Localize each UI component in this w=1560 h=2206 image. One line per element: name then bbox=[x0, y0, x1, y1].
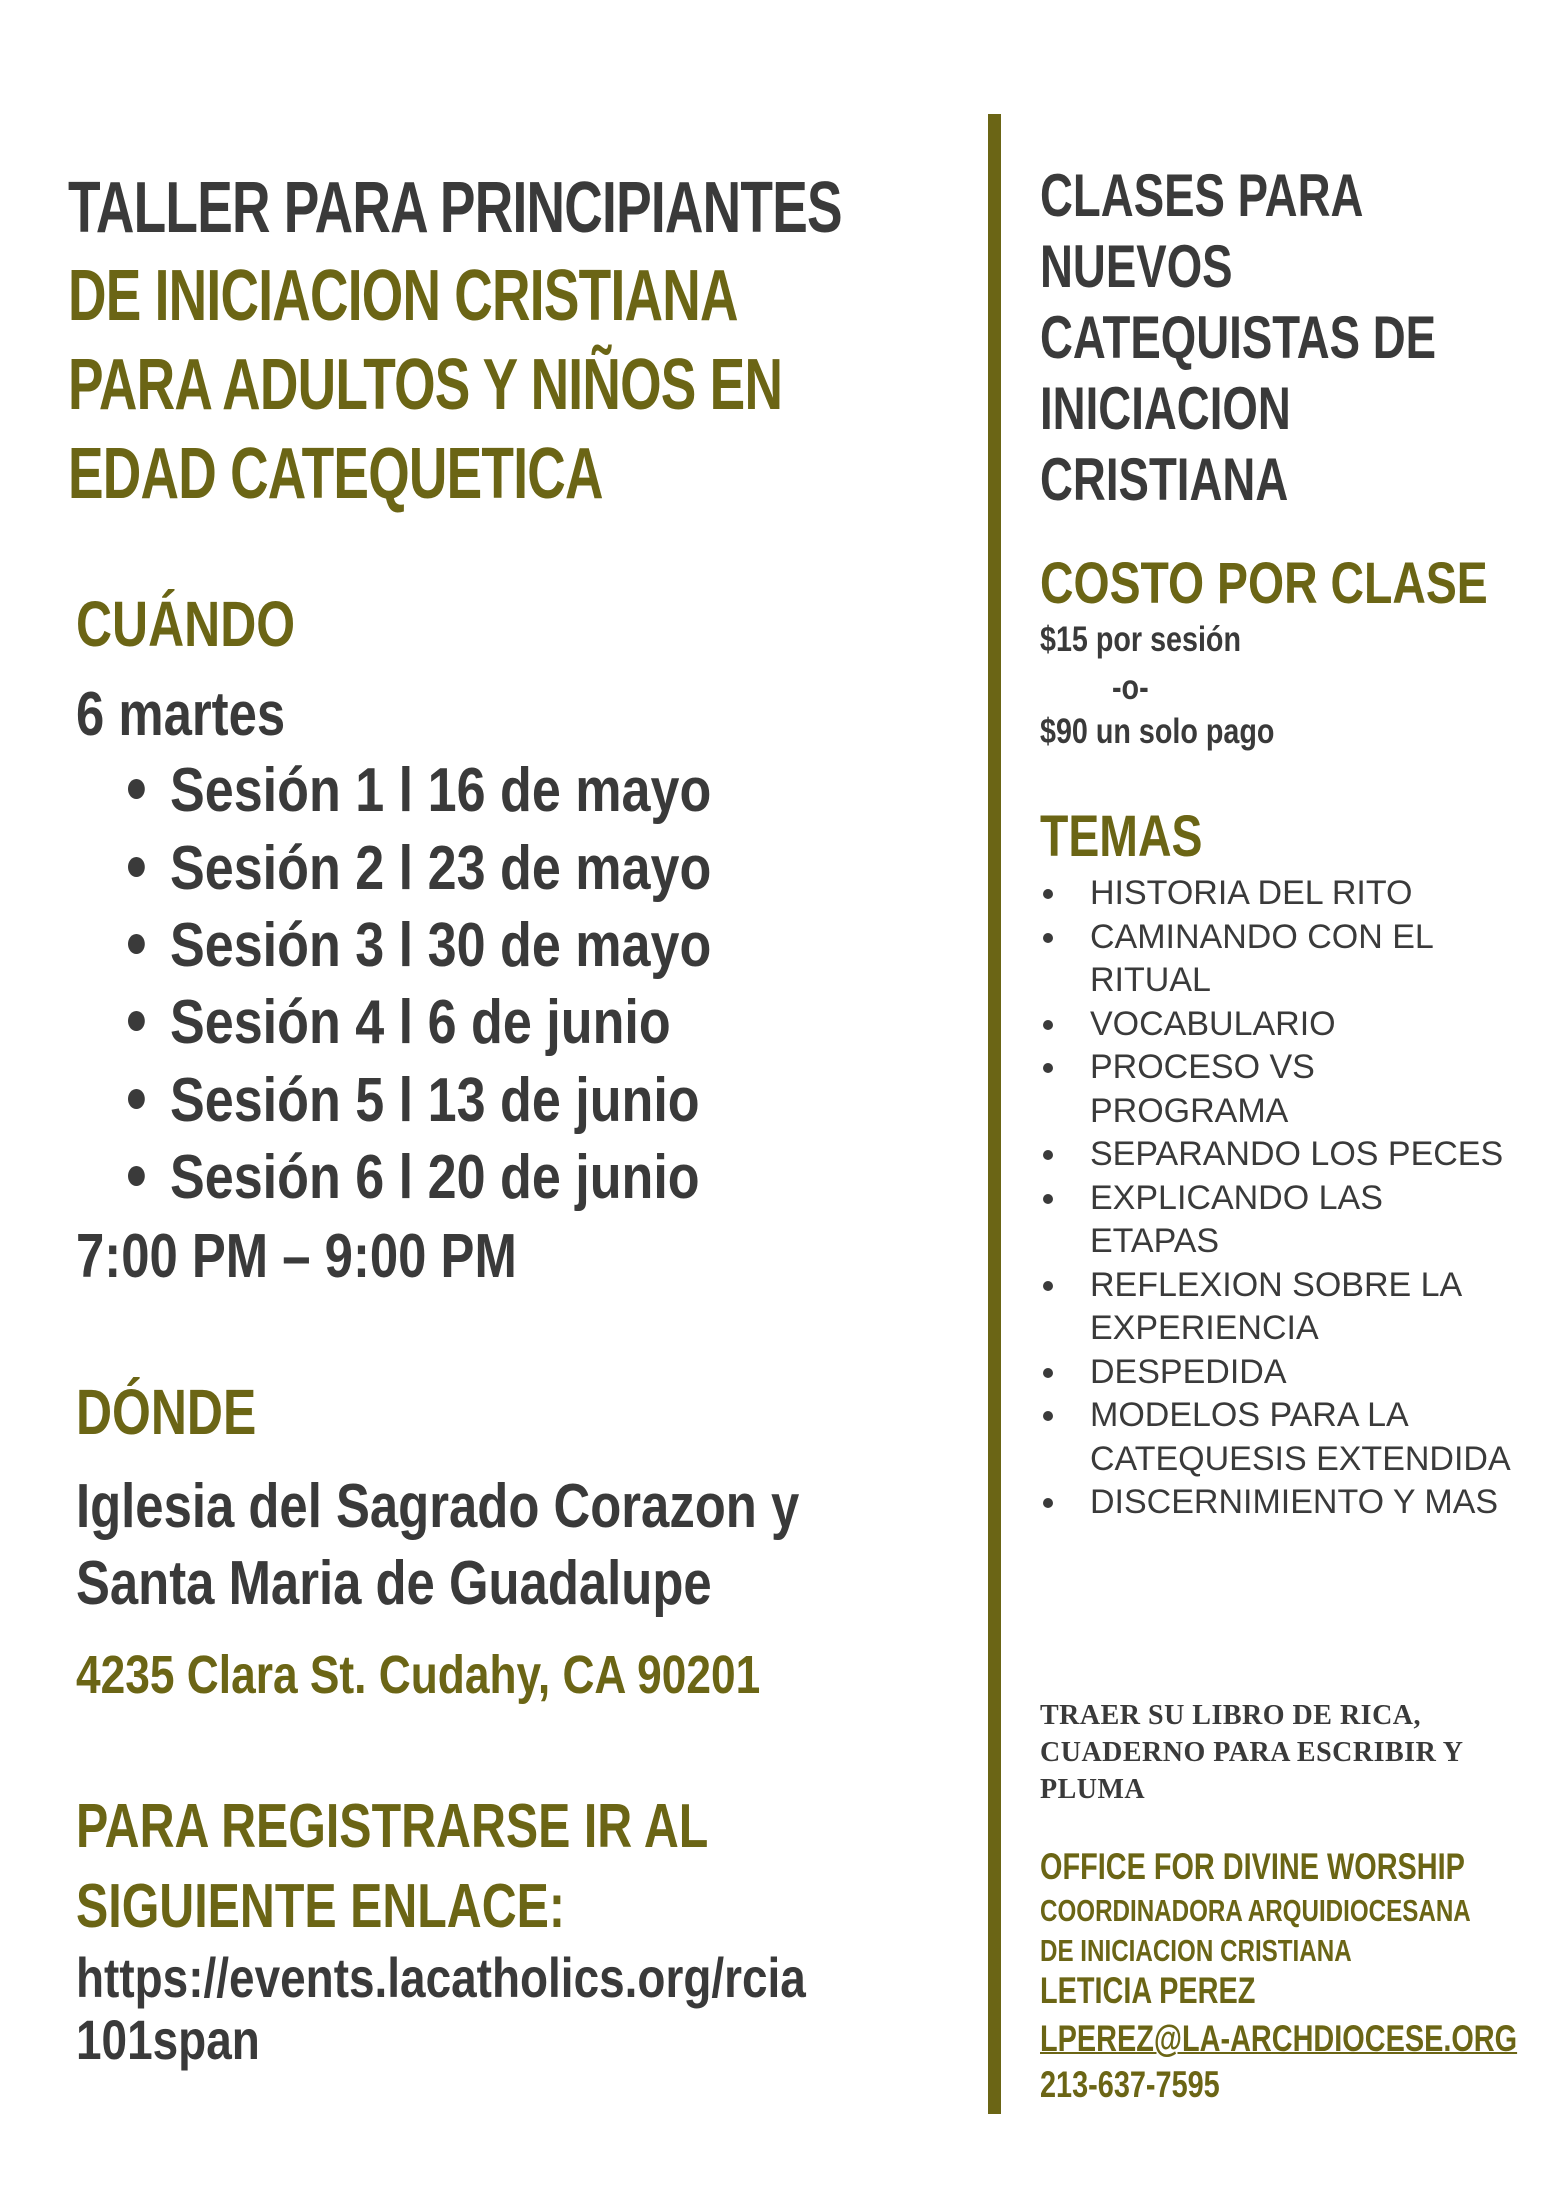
venue-address: 4235 Clara St. Cudahy, CA 90201 bbox=[76, 1645, 761, 1705]
list-item: CAMINANDO CON EL RITUAL bbox=[1040, 916, 1520, 1003]
topics-heading: TEMAS bbox=[1040, 804, 1203, 869]
title-line-2: DE INICIACION CRISTIANA bbox=[68, 256, 738, 336]
topics-list bbox=[1040, 872, 1520, 1525]
register-line-2: SIGUIENTE ENLACE: bbox=[76, 1872, 566, 1941]
session-item: Sesión 5 l 13 de junio bbox=[128, 1070, 700, 1132]
list-item: REFLEXION SOBRE LA EXPERIENCIA bbox=[1040, 1264, 1520, 1351]
when-heading: CUÁNDO bbox=[76, 588, 296, 660]
list-item: SEPARANDO LOS PECES bbox=[1040, 1133, 1520, 1177]
bullet-icon bbox=[128, 1166, 145, 1186]
contact-email-link[interactable]: LPEREZ@LA-ARCHDIOCESE.ORG bbox=[1040, 2018, 1518, 2059]
right-title-line-2: NUEVOS bbox=[1040, 233, 1233, 300]
right-title-line-3: CATEQUISTAS DE bbox=[1040, 304, 1437, 371]
where-heading: DÓNDE bbox=[76, 1376, 257, 1448]
list-item: PROCESO VS PROGRAMA bbox=[1040, 1046, 1520, 1133]
list-item: DISCERNIMIENTO Y MAS bbox=[1040, 1481, 1520, 1525]
session-time: 7:00 PM – 9:00 PM bbox=[76, 1222, 517, 1291]
list-item: EXPLICANDO LAS ETAPAS bbox=[1040, 1177, 1520, 1264]
registration-url-line-2[interactable]: 101span bbox=[76, 2008, 260, 2071]
session-item: Sesión 3 l 30 de mayo bbox=[128, 915, 711, 977]
list-item: HISTORIA DEL RITO bbox=[1040, 872, 1520, 916]
right-title-line-1: CLASES PARA bbox=[1040, 162, 1364, 229]
coordinator-line-1: COORDINADORA ARQUIDIOCESANA bbox=[1040, 1893, 1471, 1928]
coordinator-line-2: DE INICIACION CRISTIANA bbox=[1040, 1933, 1352, 1968]
cost-or: -o- bbox=[1112, 668, 1149, 707]
contact-phone: 213-637-7595 bbox=[1040, 2064, 1220, 2105]
cost-heading: COSTO POR CLASE bbox=[1040, 551, 1488, 616]
list-item: VOCABULARIO bbox=[1040, 1003, 1520, 1047]
column-divider bbox=[988, 114, 1001, 2114]
session-item: Sesión 2 l 23 de mayo bbox=[128, 838, 711, 900]
right-title-line-4: INICIACION bbox=[1040, 375, 1291, 442]
office-name: OFFICE FOR DIVINE WORSHIP bbox=[1040, 1846, 1465, 1887]
list-item: DESPEDIDA bbox=[1040, 1351, 1520, 1395]
bullet-icon bbox=[128, 857, 145, 877]
cost-single-payment: $90 un solo pago bbox=[1040, 712, 1275, 751]
venue-line-1: Iglesia del Sagrado Corazon y bbox=[76, 1472, 800, 1541]
right-title-line-5: CRISTIANA bbox=[1040, 446, 1289, 513]
session-item: Sesión 4 l 6 de junio bbox=[128, 992, 671, 1054]
list-item: MODELOS PARA LA CATEQUESIS EXTENDIDA bbox=[1040, 1394, 1520, 1481]
title-line-4: EDAD CATEQUETICA bbox=[68, 434, 603, 514]
when-count: 6 martes bbox=[76, 680, 286, 749]
session-item: Sesión 1 l 16 de mayo bbox=[128, 760, 711, 822]
contact-name: LETICIA PEREZ bbox=[1040, 1970, 1256, 2011]
bullet-icon bbox=[128, 934, 145, 954]
bring-materials-note: TRAER SU LIBRO DE RICA, CUADERNO PARA ESCRIBIR Y PLUMA bbox=[1040, 1700, 1463, 1805]
bullet-icon bbox=[128, 1011, 145, 1031]
bullet-icon bbox=[128, 779, 145, 799]
register-line-1: PARA REGISTRARSE IR AL bbox=[76, 1792, 709, 1861]
session-item: Sesión 6 l 20 de junio bbox=[128, 1147, 700, 1209]
bullet-icon bbox=[128, 1089, 145, 1109]
registration-url-line-1[interactable]: https://events.lacatholics.org/rcia bbox=[76, 1946, 806, 2009]
title-line-1: TALLER PARA PRINCIPIANTES bbox=[68, 168, 842, 248]
cost-per-session: $15 por sesión bbox=[1040, 620, 1241, 659]
venue-line-2: Santa Maria de Guadalupe bbox=[76, 1549, 712, 1618]
title-line-3: PARA ADULTOS Y NIÑOS EN bbox=[68, 345, 783, 425]
